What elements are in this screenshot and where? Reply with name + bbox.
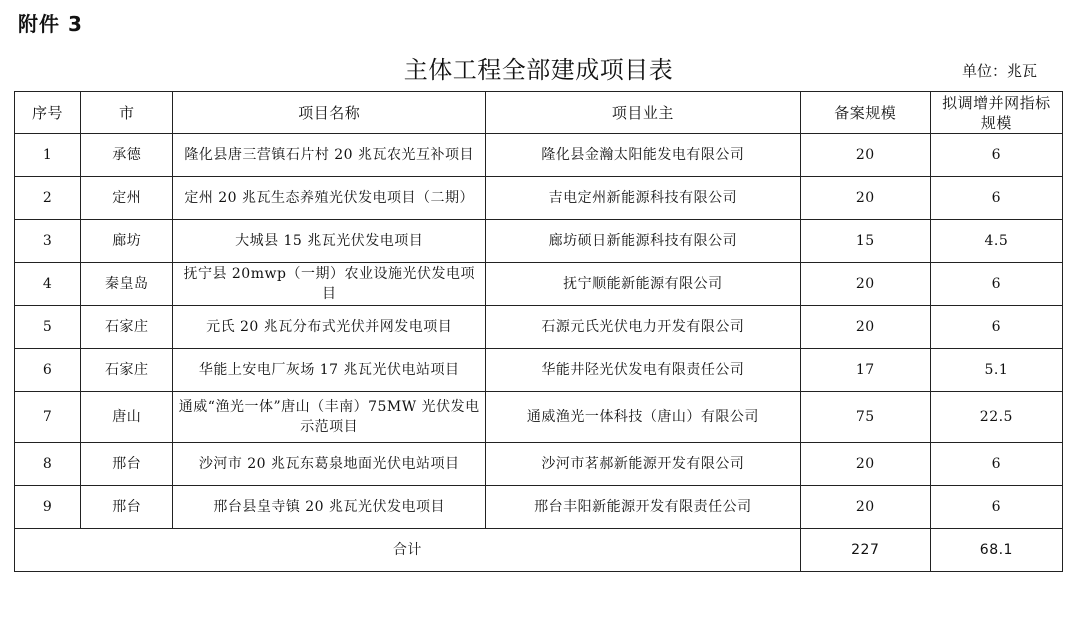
row-owner: 石源元氏光伏电力开发有限公司 (486, 306, 801, 349)
row-scale: 20 (800, 134, 930, 177)
row-number: 1 (15, 134, 81, 177)
row-owner: 通威渔光一体科技（唐山）有限公司 (486, 392, 801, 443)
row-owner: 吉电定州新能源科技有限公司 (486, 177, 801, 220)
row-scale: 20 (800, 443, 930, 486)
column-header-project: 项目名称 (173, 92, 486, 134)
page-title: 主体工程全部建成项目表 (403, 56, 674, 84)
row-owner: 华能井陉光伏发电有限责任公司 (486, 349, 801, 392)
total-scale: 227 (800, 529, 930, 572)
row-number: 3 (15, 220, 81, 263)
row-scale: 20 (800, 263, 930, 306)
table-row (15, 486, 1063, 529)
row-project: 通威“渔光一体”唐山（丰南）75MW 光伏发电示范项目 (173, 392, 486, 443)
table-row (15, 306, 1063, 349)
row-number: 7 (15, 392, 81, 443)
row-owner: 邢台丰阳新能源开发有限责任公司 (486, 486, 801, 529)
column-header-scale: 备案规模 (800, 92, 930, 134)
row-project: 定州 20 兆瓦生态养殖光伏发电项目（二期） (173, 177, 486, 220)
row-owner: 隆化县金瀚太阳能发电有限公司 (486, 134, 801, 177)
row-city: 秦皇岛 (81, 263, 173, 306)
row-number: 2 (15, 177, 81, 220)
row-project: 大城县 15 兆瓦光伏发电项目 (173, 220, 486, 263)
row-city: 石家庄 (81, 306, 173, 349)
row-scale: 20 (800, 306, 930, 349)
row-quota: 6 (930, 177, 1062, 220)
row-quota: 22.5 (930, 392, 1062, 443)
row-number: 9 (15, 486, 81, 529)
row-scale: 15 (800, 220, 930, 263)
row-project: 邢台县皇寺镇 20 兆瓦光伏发电项目 (173, 486, 486, 529)
row-city: 唐山 (81, 392, 173, 443)
row-project: 隆化县唐三营镇石片村 20 兆瓦农光互补项目 (173, 134, 486, 177)
total-quota: 68.1 (930, 529, 1062, 572)
column-header-quota: 拟调增并网指标规模 (930, 92, 1062, 134)
row-project: 元氏 20 兆瓦分布式光伏并网发电项目 (173, 306, 486, 349)
table-row (15, 392, 1063, 443)
row-number: 8 (15, 443, 81, 486)
table-row (15, 263, 1063, 306)
row-scale: 20 (800, 486, 930, 529)
total-row (15, 529, 1063, 572)
row-scale: 17 (800, 349, 930, 392)
row-project: 抚宁县 20mwp（一期）农业设施光伏发电项目 (173, 263, 486, 306)
row-city: 邢台 (81, 486, 173, 529)
row-quota: 5.1 (930, 349, 1062, 392)
row-city: 邢台 (81, 443, 173, 486)
row-city: 定州 (81, 177, 173, 220)
unit-label: 单位：兆瓦 (962, 62, 1038, 80)
row-scale: 20 (800, 177, 930, 220)
row-quota: 6 (930, 486, 1062, 529)
row-city: 廊坊 (81, 220, 173, 263)
total-label: 合计 (15, 529, 801, 572)
row-scale: 75 (800, 392, 930, 443)
row-owner: 抚宁顺能新能源有限公司 (486, 263, 801, 306)
row-project: 沙河市 20 兆瓦东葛泉地面光伏电站项目 (173, 443, 486, 486)
row-quota: 4.5 (930, 220, 1062, 263)
row-city: 石家庄 (81, 349, 173, 392)
row-project: 华能上安电厂灰场 17 兆瓦光伏电站项目 (173, 349, 486, 392)
attachment-label: 附件 3 (18, 12, 83, 36)
row-number: 4 (15, 263, 81, 306)
row-quota: 6 (930, 134, 1062, 177)
row-owner: 沙河市茗郝新能源开发有限公司 (486, 443, 801, 486)
table-row (15, 349, 1063, 392)
table-row (15, 134, 1063, 177)
column-header-owner: 项目业主 (486, 92, 801, 134)
projects-table (14, 91, 1063, 572)
row-owner: 廊坊硕日新能源科技有限公司 (486, 220, 801, 263)
row-number: 5 (15, 306, 81, 349)
table-row (15, 177, 1063, 220)
row-quota: 6 (930, 263, 1062, 306)
column-header-city: 市 (81, 92, 173, 134)
row-city: 承德 (81, 134, 173, 177)
table-row (15, 443, 1063, 486)
row-quota: 6 (930, 443, 1062, 486)
table-row (15, 220, 1063, 263)
row-quota: 6 (930, 306, 1062, 349)
table-header-row (15, 92, 1063, 134)
row-number: 6 (15, 349, 81, 392)
column-header-no: 序号 (15, 92, 81, 134)
